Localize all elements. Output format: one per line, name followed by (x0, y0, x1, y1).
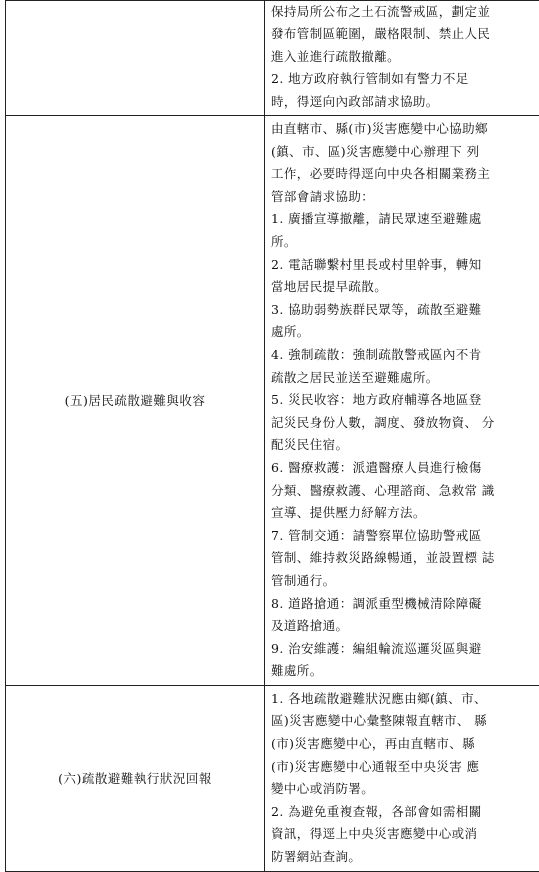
row-content (265, 685, 539, 871)
table-row (6, 116, 539, 686)
content-line: (市)災害應變中心，再由直轄市、縣 (271, 733, 539, 756)
content-line: 管制、維持救災路線暢通，並設置標 誌 (271, 547, 539, 570)
table-row (6, 1, 539, 116)
row-label: (五)居民疏散避難與收容 (6, 116, 265, 686)
content-line: 7. 管制交通：請警察單位協助警戒區 (271, 525, 539, 548)
content-line: 9. 治安維護：編組輪流巡邏災區與避 (271, 638, 539, 661)
content-line: 進入並進行疏散撤離。 (271, 46, 539, 68)
content-line: 2. 地方政府執行管制如有警力不足 (271, 68, 539, 90)
content-line: 保持局所公布之土石流警戒區，劃定並 (271, 1, 539, 23)
content-line: 宣導、提供壓力紓解方法。 (271, 502, 539, 525)
content-line: 資訊，得逕上中央災害應變中心或消 (271, 823, 539, 846)
content-line: 配災民住宿。 (271, 434, 539, 457)
response-table (5, 0, 539, 872)
content-line: 記災民身份人數，調度、發放物資、 分 (271, 412, 539, 435)
content-line: 區)災害應變中心彙整陳報直轄市、 縣 (271, 710, 539, 733)
content-line: 1. 各地疏散避難狀況應由鄉(鎮、市、 (271, 688, 539, 711)
content-line: 6. 醫療救護：派遣醫療人員進行檢傷 (271, 457, 539, 480)
content-line: 工作，必要時得逕向中央各相關業務主 (271, 163, 539, 186)
content-line: 2. 電話聯繫村里長或村里幹事，轉知 (271, 254, 539, 277)
content-line: 變中心或消防署。 (271, 778, 539, 801)
content-line: 由直轄市、縣(市)災害應變中心協助鄉 (271, 118, 539, 141)
content-line: 及道路搶通。 (271, 615, 539, 638)
content-line: 所。 (271, 231, 539, 254)
content-line: 疏散之居民並送至避難處所。 (271, 367, 539, 390)
content-line: 當地居民提早疏散。 (271, 276, 539, 299)
content-line: 4. 強制疏散：強制疏散警戒區內不肯 (271, 344, 539, 367)
content-line: 3. 協助弱勢族群民眾等，疏散至避難 (271, 299, 539, 322)
content-line: 分類、醫療救護、心理諮商、急救常 識 (271, 480, 539, 503)
content-line: 時，得逕向內政部請求協助。 (271, 91, 539, 113)
table-row (6, 685, 539, 871)
content-line: 管制通行。 (271, 570, 539, 593)
row-content (265, 116, 539, 686)
row-label (6, 1, 265, 116)
content-line: 1. 廣播宣導撤離，請民眾速至避難處 (271, 208, 539, 231)
content-line: 發布管制區範圍，嚴格限制、禁止人民 (271, 23, 539, 45)
content-line: 5. 災民收容：地方政府輔導各地區登 (271, 389, 539, 412)
content-line: (鎮、市、區)災害應變中心辦理下 列 (271, 141, 539, 164)
row-label: (六)疏散避難執行狀況回報 (6, 685, 265, 871)
content-line: 難處所。 (271, 660, 539, 683)
content-line: 管部會請求協助： (271, 186, 539, 209)
content-line: 8. 道路搶通：調派重型機械清除障礙 (271, 593, 539, 616)
content-line: 處所。 (271, 321, 539, 344)
content-line: 2. 為避免重複查報，各部會如需相關 (271, 801, 539, 824)
content-line: 防署網站查詢。 (271, 846, 539, 869)
row-content (265, 1, 539, 116)
content-line: (市)災害應變中心通報至中央災害 應 (271, 756, 539, 779)
